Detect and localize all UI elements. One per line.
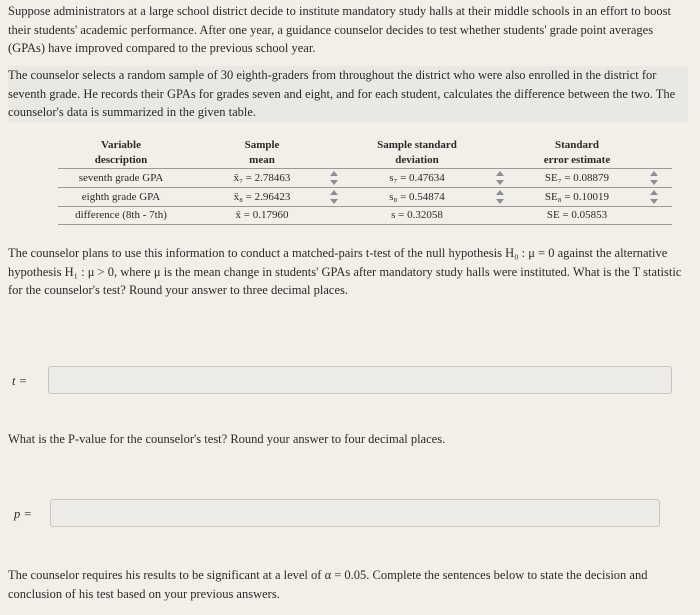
t-answer-label: t = — [12, 374, 28, 388]
summary-table — [58, 138, 672, 225]
table-row — [58, 188, 672, 207]
up-down-arrows-icon[interactable] — [649, 189, 659, 205]
row-sd: s₇ = 0.47634 — [389, 171, 445, 184]
decision-instructions: The counselor requires his results to be significant at a level of α = 0.05. Complete the sentences below to state the decision and conclusion of his test based on your previous answers. — [8, 568, 648, 601]
row-variable: difference (8th - 7th) — [75, 209, 167, 221]
row-mean: x̄₈ = 2.96423 — [233, 190, 291, 203]
row-se: SE = 0.05853 — [546, 209, 608, 221]
p-answer-input[interactable] — [50, 499, 660, 527]
header-se: Standard error estimate — [543, 139, 611, 166]
row-variable: seventh grade GPA — [78, 171, 164, 184]
question-p-text: What is the P-value for the counselor's test? Round your answer to four decimal places. — [8, 432, 446, 446]
row-se: SE₇ = 0.08879 — [544, 171, 610, 184]
header-variable: Variable description — [94, 139, 148, 166]
row-se: SE₈ = 0.10019 — [544, 190, 610, 203]
up-down-arrows-icon[interactable] — [329, 170, 339, 186]
t-answer-input[interactable] — [48, 366, 672, 394]
up-down-arrows-icon[interactable] — [649, 170, 659, 186]
up-down-arrows-icon[interactable] — [495, 189, 505, 205]
row-variable: eighth grade GPA — [81, 190, 161, 203]
table-row — [58, 169, 672, 188]
intro-paragraph-1: Suppose administrators at a large school district decide to institute mandatory study halls at their middle schools in an effort to boost their students' academic performance. After one year, a guidance counselor decides to test whether students' grade point averages (GPAs) have improved compared to the previous school year. — [8, 4, 671, 55]
row-mean: x̄₇ = 2.78463 — [233, 171, 291, 184]
header-mean: Sample mean — [244, 139, 280, 166]
row-mean: x̄ = 0.17960 — [235, 209, 289, 221]
up-down-arrows-icon[interactable] — [329, 189, 339, 205]
table-row — [58, 207, 672, 225]
p-answer-label: p = — [14, 507, 32, 521]
up-down-arrows-icon[interactable] — [495, 170, 505, 186]
row-sd: s₈ = 0.54874 — [389, 190, 445, 203]
question-t-text: The counselor plans to use this information to conduct a matched-pairs t-test of the null hypothesis H₀ : μ = 0 against the alternative hypothesis H₁ : μ > 0, where μ is the mean change in students' GPAs after mandatory study halls were instituted. What is the T statistic for the counselor's test? Round your answer to three decimal places. — [8, 246, 682, 297]
header-sd: Sample standard deviation — [377, 139, 457, 166]
row-sd: s = 0.32058 — [391, 209, 443, 221]
intro-paragraph-2: The counselor selects a random sample of 30 eighth-graders from throughout the district who were also enrolled in the district for seventh grade. He records their GPAs for grades seven and eight, and for each student, calculates the difference between the two. The counselor's data is summarized in the given table. — [8, 66, 688, 122]
